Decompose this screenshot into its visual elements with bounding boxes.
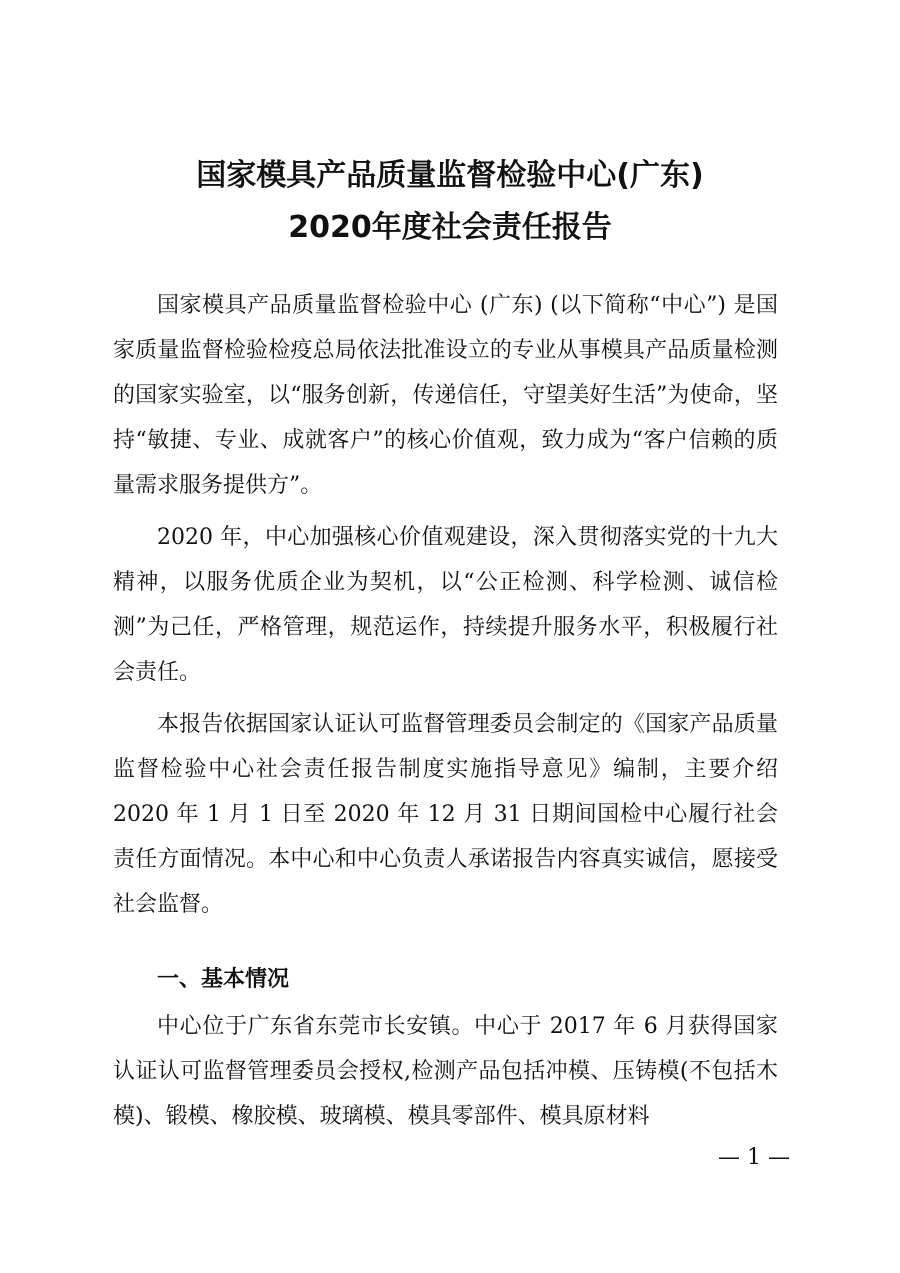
title-line-2: 2020年度社会责任报告 [288,210,612,245]
paragraph-basic-info: 中心位于广东省东莞市长安镇。中心于 2017 年 6 月获得国家认证认可监督管理委员会授权,检测产品包括冲模、压铸模(不包括木模)、锻模、橡胶模、玻璃模、模具零部件、模具原材料 [113,1014,778,1129]
section-body-basic-info [113,1004,778,1139]
page-number: — 1 — [718,1145,790,1170]
section-heading-basic-info: 一、基本情况 [157,967,290,992]
paragraph-basis: 本报告依据国家认证认可监督管理委员会制定的《国家产品质量监督检验中心社会责任报告制度实施指导意见》编制，主要介绍 2020 年 1 月 1 日至 2020 年 12 月 31 日期间国检中心履行社会责任方面情况。本中心和中心负责人承诺报告内容真实诚信，愿接受社会监督。 [113,712,778,917]
document-title [90,150,810,254]
paragraph-2020: 2020 年，中心加强核心价值观建设，深入贯彻落实党的十九大精神，以服务优质企业为契机，以“公正检测、科学检测、诚信检测”为己任，严格管理，规范运作，持续提升服务水平，积极履行社会责任。 [113,525,778,685]
intro-body [113,283,778,927]
title-line-1: 国家模具产品质量监督检验中心(广东) [196,158,704,193]
paragraph-intro: 国家模具产品质量监督检验中心 (广东) (以下简称“中心”) 是国家质量监督检验检疫总局依法批准设立的专业从事模具产品质量检测的国家实验室，以“服务创新，传递信任，守望美好生活”为使命，坚持“敏捷、专业、成就客户”的核心价值观，致力成为“客户信赖的质量需求服务提供方”。 [113,293,778,498]
